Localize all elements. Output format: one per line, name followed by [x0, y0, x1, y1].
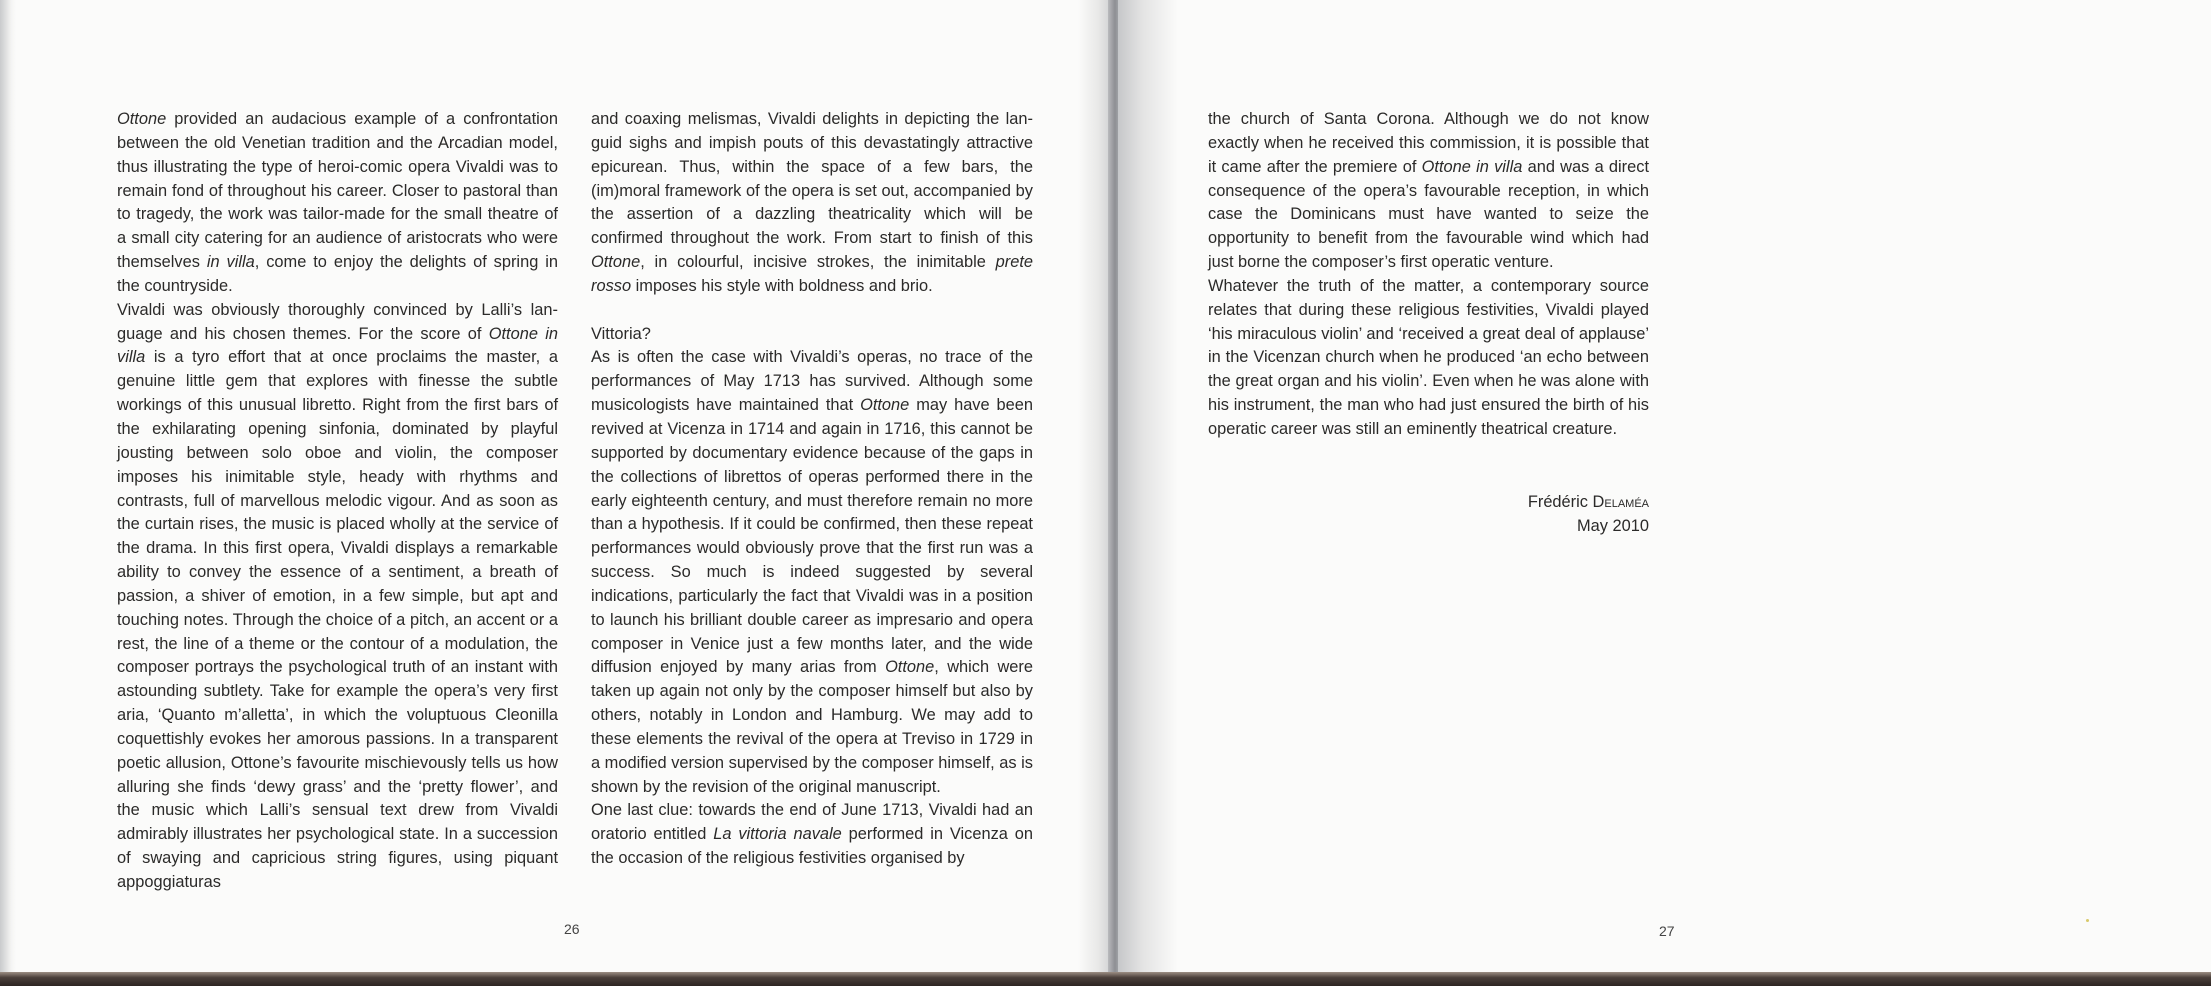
left-column-1 [117, 108, 558, 895]
right-column [1208, 108, 1649, 442]
paragraph: Ottone provided an audacious example of a confrontation between the old Venetian tradition and the Arcadian model, thus illustrating the type of heroi-comic opera Vivaldi was to remain fond of throughout his career. Closer to pastoral than to tragedy, the work was tailor-made for the small theatre of a small city catering for an audience of aristocrats who were themselves in villa, come to enjoy the delights of spring in the countryside. [117, 110, 558, 295]
paragraph: Vivaldi was obviously thoroughly convinced by Lalli’s language and his chosen themes. For the score of Ottone in villa is a tyro effort that at once proclaims the master, a genuine little gem that explores with finesse the subtle workings of this unusual libretto. Right from the first bars of the exhilarating opening sinfonia, dominated by playful jousting between solo oboe and violin, the composer imposes his inimitable style, heady with rhythms and contrasts, full of marvellous melodic vigour. And as soon as the curtain rises, the music is placed wholly at the service of the drama. In this first opera, Vivaldi displays a remarkable ability to convey the essence of a sentiment, a breath of passion, a shiver of emotion, in a few simple, but apt and touching notes. Through the choice of a pitch, an accent or a rest, the line of a theme or the contour of a modulation, the composer portrays the psychological truth of an instant with astounding subtlety. Take for example the opera’s very first aria, ‘Quanto m’alletta’, in which the voluptuous Cleonilla coquettishly evokes her amorous passions. In a transparent poetic allusion, Ottone’s favourite mischievously tells us how alluring she finds ‘dewy grass’ and the ‘pretty flower’, and the music which Lalli’s sensual text drew from Vivaldi admirably illustrates her psychological state. In a succession of swaying and capricious string figures, using piquant appoggiaturas [117, 300, 558, 891]
italic-text: Ottone [885, 658, 935, 677]
left-column-2 [591, 108, 1033, 871]
author-name [1380, 490, 1649, 514]
left-page [0, 0, 1112, 975]
section-heading: Vittoria? [591, 324, 651, 343]
author-last-name: Delaméa [1592, 493, 1649, 511]
book-bottom-edge [0, 972, 2211, 986]
paragraph: Whatever the truth of the matter, a contemporary source relates that during these religious festivities, Vivaldi played ‘his miraculous violin’ and ‘received a great deal of applause’ in the Vicenzan church when he produced ‘an echo between the great organ and his violin’. Even when he was alone with his instrument, the man who had just ensured the birth of his operatic career was still an eminently theatrical creature. [1208, 276, 1649, 438]
paragraph: As is often the case with Vivaldi’s operas, no trace of the performances of May 1713 has survived. Although some musicologists have maintained that Ottone may have been revived at Vicenza in 1714 and again in 1716, this cannot be supported by documentary evidence because of the gaps in the collections of librettos of operas performed there in the early eighteenth century, and must therefore remain no more than a hypothesis. If it could be confirmed, then these repeat performances would obviously prove that the first run was a success. So much is indeed suggested by several indications, particularly the fact that Vivaldi was in a position to launch his brilliant double career as impresario and opera composer in Venice just a few months later, and the wide diffusion enjoyed by many arias from Ottone, which were taken up again not only by the composer himself but also by others, notably in London and Hamburg. We may add to these elements the revival of the opera at Treviso in 1729 in a modified version supervised by the composer himself, as is shown by the revision of the original manuscript. [591, 348, 1033, 796]
paper-speck [2086, 919, 2089, 922]
italic-text: Ottone [591, 253, 641, 272]
page-number-left: 26 [564, 921, 580, 937]
author-signature [1380, 490, 1649, 538]
paragraph: the church of Santa Corona. Although we do not know exactly when he received this commission, it is possible that it came after the premiere of Ottone in villa and was a direct consequence of the opera’s favourable reception, in which case the Dominicans must have wanted to seize the opportunity to benefit from the favourable wind which had just borne the composer’s first operatic venture. [1208, 110, 1649, 272]
italic-text: Ottone in villa [117, 324, 558, 367]
italic-text: La vittoria navale [713, 825, 842, 844]
paragraph: One last clue: towards the end of June 1713, Vivaldi had an oratorio entitled La vittoria navale performed in Vicenza on the occasion of the religious festivities organised by [591, 801, 1034, 868]
spacer [591, 299, 1033, 323]
italic-text: prete rosso [591, 253, 1033, 295]
author-first-name: Frédéric [1527, 493, 1588, 511]
page-number-right: 27 [1659, 923, 1675, 939]
italic-text: Ottone [860, 396, 910, 415]
paragraph: and coaxing melismas, Vivaldi delights in depicting the languid sighs and impish pouts of this devastatingly attractive epicurean. Thus, within the space of a few bars, the (im)moral framework of the opera is set out, accompanied by the assertion of a dazzling theatricality which will be confirmed throughout the work. From start to finish of this Ottone, in colourful, incisive strokes, the inimitable prete rosso imposes his style with boldness and brio. [591, 110, 1033, 295]
italic-text: Ottone in villa [1421, 157, 1523, 176]
italic-text: in villa [206, 253, 255, 272]
signature-date: May 2010 [1577, 517, 1649, 535]
italic-text: Ottone [117, 110, 167, 128]
